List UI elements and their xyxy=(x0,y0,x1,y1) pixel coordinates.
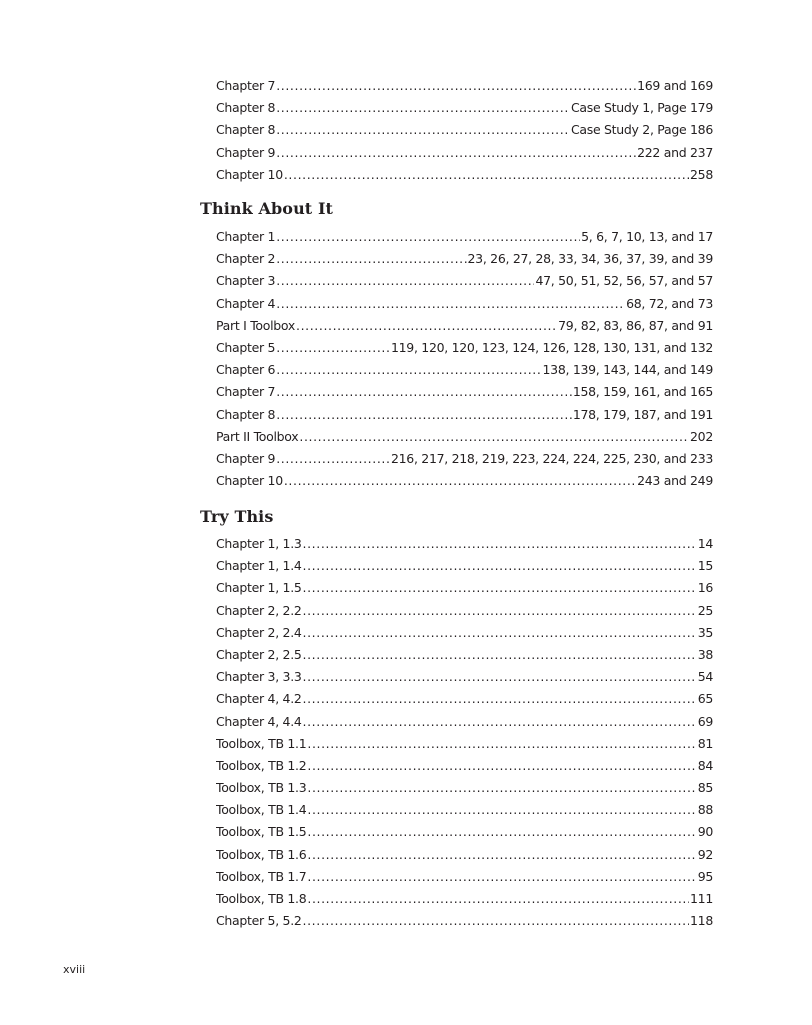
toc-entry[interactable] xyxy=(216,293,713,315)
toc-entry-label: Chapter 10 xyxy=(216,166,283,182)
toc-entry[interactable] xyxy=(216,666,713,688)
toc-entry-label: Chapter 4 xyxy=(216,295,276,311)
toc-entry[interactable] xyxy=(216,622,713,644)
toc-entry-pages: 158, 159, 161, and 165 xyxy=(572,384,713,400)
toc-entry-label: Chapter 10 xyxy=(216,473,283,489)
toc-entry[interactable] xyxy=(216,448,713,470)
toc-entry-label: Chapter 2, 2.4 xyxy=(216,624,302,640)
toc-entry-pages: 118 xyxy=(690,913,713,929)
dot-leader xyxy=(276,119,570,141)
toc-entry-pages: 38 xyxy=(697,646,713,662)
toc-entry-label: Chapter 1 xyxy=(216,229,276,244)
dot-leader xyxy=(303,533,697,555)
toc-entry-label: Chapter 8 xyxy=(216,122,276,138)
toc-entry-pages: 90 xyxy=(697,824,713,840)
toc-entry-label: Chapter 4, 4.2 xyxy=(216,691,302,707)
toc-entry-label: Chapter 9 xyxy=(216,450,276,466)
toc-entry-label: Chapter 5, 5.2 xyxy=(216,913,302,929)
toc-entry-pages: 54 xyxy=(697,669,713,685)
toc-entry-label: Chapter 7 xyxy=(216,384,276,400)
dot-leader xyxy=(307,821,696,843)
toc-entry-label: Toolbox, TB 1.7 xyxy=(216,868,307,884)
toc-entry[interactable] xyxy=(216,644,713,666)
dot-leader xyxy=(303,688,697,710)
dot-leader xyxy=(303,666,697,688)
toc-entry-pages: 222 and 237 xyxy=(637,144,713,160)
dot-leader xyxy=(276,226,580,248)
toc-entry-pages: 84 xyxy=(697,757,713,773)
toc-entry-label: Chapter 4, 4.4 xyxy=(216,713,302,729)
toc-entry-label: Chapter 1, 1.5 xyxy=(216,580,302,596)
toc-entry[interactable] xyxy=(216,142,713,164)
toc-entry[interactable] xyxy=(216,600,713,622)
toc-entry-label: Chapter 7 xyxy=(216,78,276,93)
dot-leader xyxy=(276,248,466,270)
toc-entry-label: Chapter 6 xyxy=(216,362,276,378)
dot-leader xyxy=(296,315,557,337)
toc-entry[interactable] xyxy=(216,755,713,777)
toc-entry-label: Toolbox, TB 1.8 xyxy=(216,891,307,906)
toc-entry[interactable] xyxy=(216,97,713,119)
toc-entry-pages: 216, 217, 218, 219, 223, 224, 224, 225, 230, and 233 xyxy=(391,450,713,466)
toc-entry[interactable] xyxy=(216,404,713,426)
toc-entry-pages: 68, 72, and 73 xyxy=(626,295,713,311)
continued-toc-list xyxy=(216,75,713,186)
dot-leader xyxy=(276,293,625,315)
toc-entry-label: Part II Toolbox xyxy=(216,428,299,444)
toc-entry-pages: 47, 50, 51, 52, 56, 57, and 57 xyxy=(535,273,713,289)
dot-leader xyxy=(303,644,697,666)
dot-leader xyxy=(307,733,696,755)
toc-entry-label: Chapter 8 xyxy=(216,406,276,422)
think-about-it-list xyxy=(216,226,713,492)
toc-entry-pages: 81 xyxy=(697,735,713,751)
toc-entry[interactable] xyxy=(216,315,713,337)
toc-entry[interactable] xyxy=(216,577,713,599)
toc-entry-pages: 178, 179, 187, and 191 xyxy=(572,406,713,422)
dot-leader xyxy=(307,888,689,910)
toc-entry[interactable] xyxy=(216,359,713,381)
dot-leader xyxy=(303,622,697,644)
toc-entry[interactable] xyxy=(216,248,713,270)
toc-entry-label: Chapter 3, 3.3 xyxy=(216,669,302,685)
toc-entry[interactable] xyxy=(216,164,713,186)
toc-entry-pages: 5, 6, 7, 10, 13, and 17 xyxy=(581,229,713,244)
toc-entry[interactable] xyxy=(216,226,713,248)
dot-leader xyxy=(276,97,570,119)
dot-leader xyxy=(307,777,696,799)
toc-entry-pages: 95 xyxy=(697,868,713,884)
toc-entry[interactable] xyxy=(216,426,713,448)
toc-entry[interactable] xyxy=(216,688,713,710)
toc-entry-pages: 23, 26, 27, 28, 33, 34, 36, 37, 39, and 39 xyxy=(467,251,713,267)
toc-entry[interactable] xyxy=(216,866,713,888)
toc-entry-pages: 14 xyxy=(697,536,713,551)
toc-entry-label: Chapter 9 xyxy=(216,144,276,160)
toc-entry[interactable] xyxy=(216,821,713,843)
dot-leader xyxy=(307,844,696,866)
toc-entry-pages: 35 xyxy=(697,624,713,640)
toc-entry-label: Chapter 2 xyxy=(216,251,276,267)
toc-entry-pages: 25 xyxy=(697,602,713,618)
dot-leader xyxy=(299,426,689,448)
dot-leader xyxy=(276,448,390,470)
toc-entry-pages: Case Study 1, Page 179 xyxy=(570,100,713,116)
toc-entry-pages: Case Study 2, Page 186 xyxy=(570,122,713,138)
toc-entry-label: Toolbox, TB 1.2 xyxy=(216,757,307,773)
dot-leader xyxy=(303,711,697,733)
dot-leader xyxy=(284,164,689,186)
toc-entry-label: Chapter 1, 1.4 xyxy=(216,558,302,574)
dot-leader xyxy=(303,577,697,599)
dot-leader xyxy=(307,755,696,777)
toc-entry-label: Toolbox, TB 1.5 xyxy=(216,824,307,840)
toc-entry[interactable] xyxy=(216,270,713,292)
toc-entry-pages: 92 xyxy=(697,846,713,862)
toc-entry[interactable] xyxy=(216,910,713,932)
toc-entry[interactable] xyxy=(216,119,713,141)
dot-leader xyxy=(284,470,636,492)
toc-entry-pages: 16 xyxy=(697,580,713,596)
dot-leader xyxy=(303,910,690,932)
dot-leader xyxy=(303,600,697,622)
toc-entry-pages: 85 xyxy=(697,780,713,796)
dot-leader xyxy=(307,799,696,821)
toc-entry-pages: 258 xyxy=(690,166,713,182)
toc-entry-pages: 88 xyxy=(697,802,713,818)
toc-entry-label: Chapter 2, 2.2 xyxy=(216,602,302,618)
toc-entry[interactable] xyxy=(216,555,713,577)
toc-entry-pages: 111 xyxy=(690,891,713,906)
toc-entry[interactable] xyxy=(216,381,713,403)
toc-entry[interactable] xyxy=(216,470,713,492)
section-heading-try-this: Try This xyxy=(200,507,274,526)
try-this-list xyxy=(216,533,713,932)
dot-leader xyxy=(276,381,572,403)
toc-entry[interactable] xyxy=(216,888,713,910)
toc-entry-label: Toolbox, TB 1.1 xyxy=(216,735,307,751)
toc-entry-label: Toolbox, TB 1.3 xyxy=(216,780,307,796)
dot-leader xyxy=(307,866,696,888)
toc-entry[interactable] xyxy=(216,337,713,359)
toc-entry-label: Chapter 3 xyxy=(216,273,276,289)
toc-entry-pages: 15 xyxy=(697,558,713,574)
toc-entry-pages: 202 xyxy=(690,428,713,444)
dot-leader xyxy=(276,359,541,381)
toc-entry-label: Toolbox, TB 1.4 xyxy=(216,802,307,818)
toc-entry[interactable] xyxy=(216,844,713,866)
dot-leader xyxy=(276,142,636,164)
toc-entry-pages: 169 and 169 xyxy=(637,78,713,93)
toc-entry-pages: 119, 120, 120, 123, 124, 126, 128, 130, 131, and 132 xyxy=(391,339,713,355)
toc-entry-label: Part I Toolbox xyxy=(216,317,295,333)
toc-entry-label: Chapter 1, 1.3 xyxy=(216,536,302,551)
toc-entry-pages: 138, 139, 143, 144, and 149 xyxy=(542,362,713,378)
toc-entry-label: Toolbox, TB 1.6 xyxy=(216,846,307,862)
toc-entry[interactable] xyxy=(216,799,713,821)
dot-leader xyxy=(276,404,572,426)
dot-leader xyxy=(276,270,534,292)
toc-entry[interactable] xyxy=(216,533,713,555)
toc-entry-pages: 79, 82, 83, 86, 87, and 91 xyxy=(558,317,713,333)
toc-entry-pages: 69 xyxy=(697,713,713,729)
toc-entry[interactable] xyxy=(216,733,713,755)
dot-leader xyxy=(276,75,636,97)
toc-entry-label: Chapter 8 xyxy=(216,100,276,116)
page-number: xviii xyxy=(63,963,86,976)
dot-leader xyxy=(276,337,390,359)
toc-entry-label: Chapter 2, 2.5 xyxy=(216,646,302,662)
dot-leader xyxy=(303,555,697,577)
toc-entry-label: Chapter 5 xyxy=(216,339,276,355)
toc-entry[interactable] xyxy=(216,75,713,97)
toc-entry[interactable] xyxy=(216,777,713,799)
toc-entry[interactable] xyxy=(216,711,713,733)
toc-entry-pages: 65 xyxy=(697,691,713,707)
section-heading-think-about-it: Think About It xyxy=(200,199,334,218)
toc-entry-pages: 243 and 249 xyxy=(637,473,713,489)
